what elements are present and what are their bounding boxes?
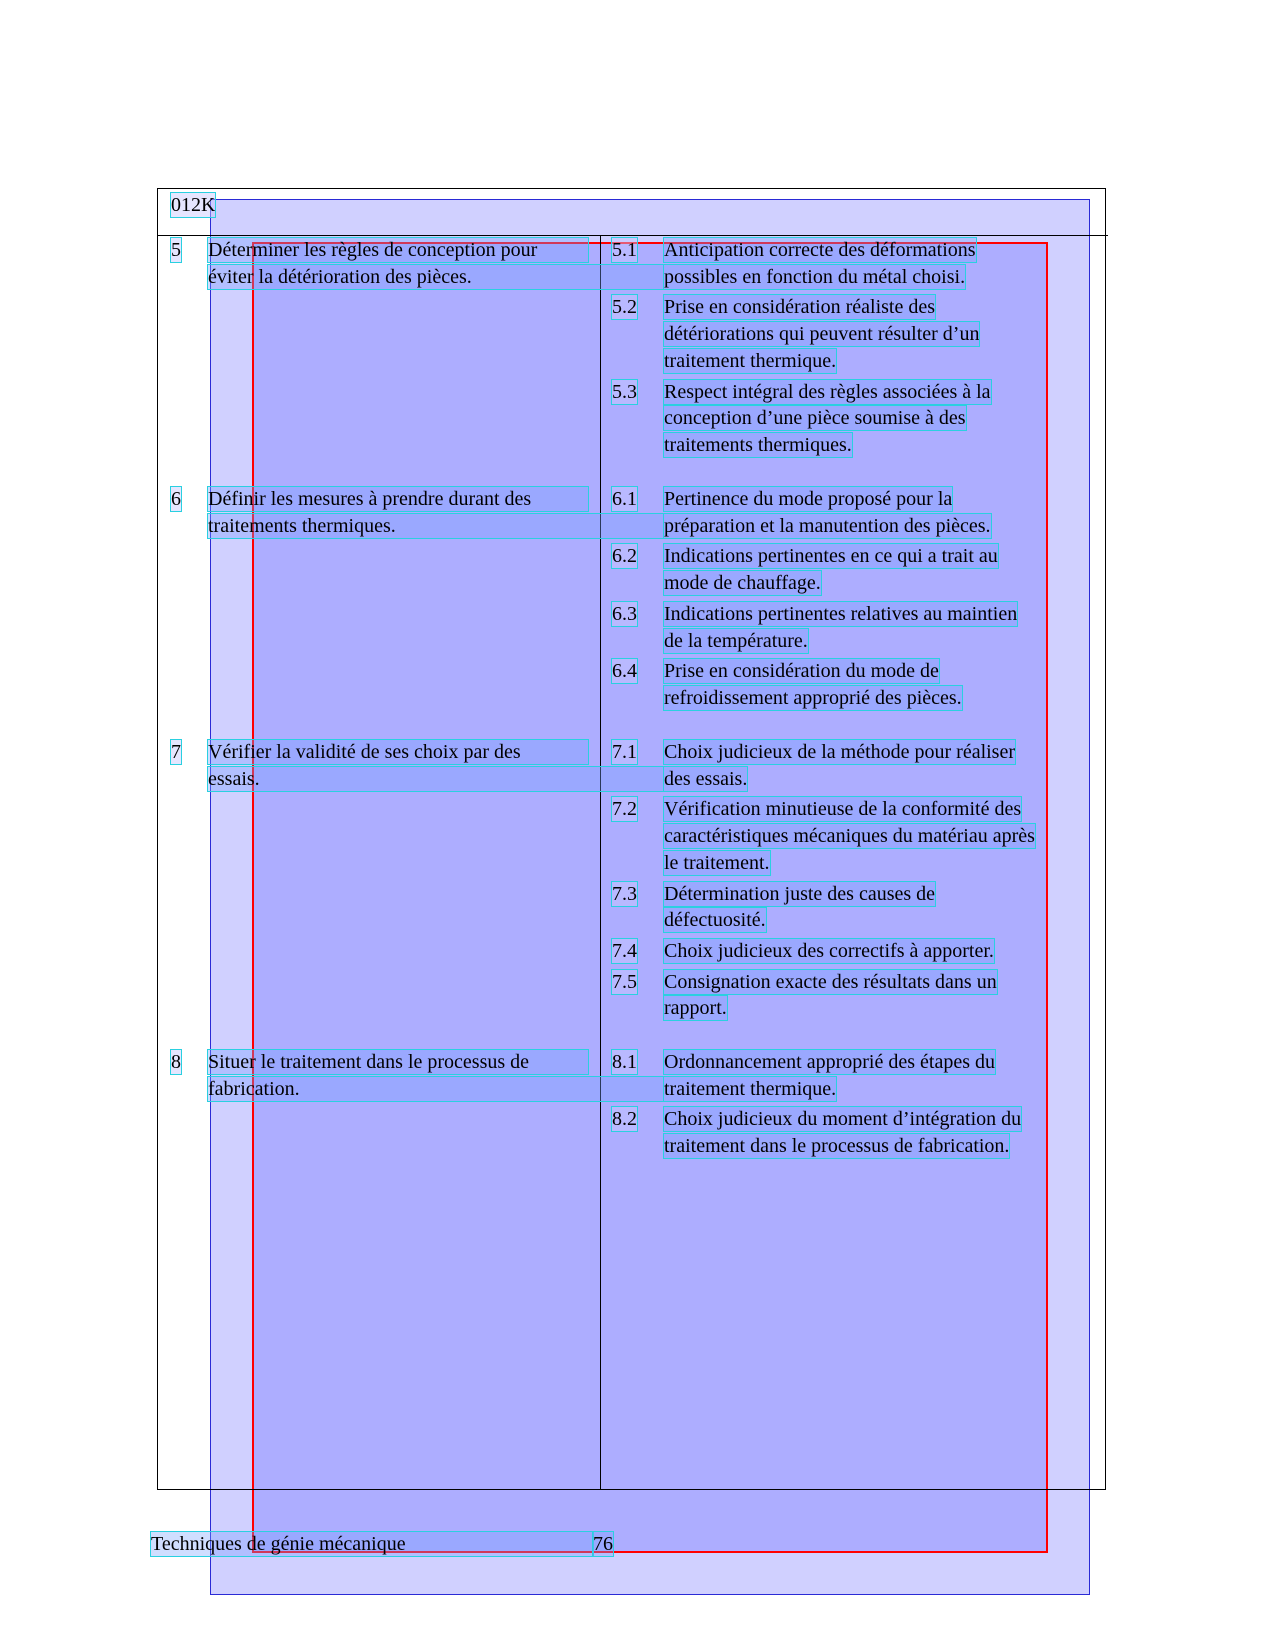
- criterion-id: 5.3: [612, 380, 637, 403]
- criterion-text-line: le traitement.: [664, 851, 770, 874]
- criterion-text-line: Choix judicieux du moment d’intégration du: [664, 1108, 1022, 1131]
- criterion-id: 6.4: [612, 660, 637, 683]
- criterion-text-line: Choix judicieux des correctifs à apporter.: [664, 939, 994, 962]
- element-number: 7: [171, 741, 181, 763]
- element-title-line: Vérifier la validité de ses choix par des: [208, 740, 588, 764]
- criterion-text-line: Détermination juste des causes de: [664, 882, 936, 905]
- criterion-text-line: traitement dans le processus de fabrication.: [664, 1135, 1010, 1158]
- criterion-id: 6.2: [612, 545, 637, 568]
- element-title-line: Définir les mesures à prendre durant des: [208, 487, 588, 511]
- criterion-id: 8.1: [612, 1051, 637, 1073]
- criterion-id: 7.4: [612, 939, 637, 962]
- criterion-text-line: conception d’une pièce soumise à des: [664, 407, 966, 430]
- criterion-id: 7.2: [612, 798, 637, 821]
- criterion-id: 6.3: [612, 602, 637, 625]
- criterion-text-line: détériorations qui peuvent résulter d’un: [664, 323, 980, 346]
- criterion-text-line: traitements thermiques.: [664, 433, 852, 456]
- page-number: 76: [593, 1533, 613, 1555]
- criterion-text-line: possibles en fonction du métal choisi.: [664, 265, 966, 288]
- criterion-id: 7.5: [612, 970, 637, 993]
- criterion-text-line: Pertinence du mode proposé pour la: [664, 488, 953, 510]
- header-divider: [157, 235, 1108, 236]
- criterion-text-line: Anticipation correcte des déformations: [664, 239, 976, 261]
- criterion-id: 5.1: [612, 239, 637, 261]
- criterion-text-line: Indications pertinentes en ce qui a trait au: [664, 545, 998, 568]
- criterion-id: 8.2: [612, 1108, 637, 1131]
- criterion-text-line: Ordonnancement approprié des étapes du: [664, 1051, 995, 1073]
- element-title-line: Déterminer les règles de conception pour: [208, 238, 588, 262]
- element-number: 6: [171, 488, 181, 510]
- document-code: 012K: [171, 194, 216, 216]
- criterion-id: 5.2: [612, 296, 637, 319]
- criterion-text-line: Prise en considération réaliste des: [664, 296, 936, 319]
- criterion-text-line: Consignation exacte des résultats dans un: [664, 970, 997, 993]
- criterion-text-line: mode de chauffage.: [664, 572, 821, 595]
- criterion-text-line: des essais.: [664, 767, 748, 790]
- criterion-text-line: Respect intégral des règles associées à la: [664, 380, 991, 403]
- element-title-line: fabrication.: [208, 1077, 663, 1101]
- criterion-text-line: rapport.: [664, 997, 727, 1020]
- criterion-text-line: défectuosité.: [664, 909, 766, 932]
- criterion-text-line: caractéristiques mécaniques du matériau après: [664, 825, 1035, 848]
- element-number: 5: [171, 239, 181, 261]
- criterion-text-line: refroidissement approprié des pièces.: [664, 686, 962, 709]
- criterion-text-line: traitement thermique.: [664, 1077, 837, 1100]
- column-divider: [600, 235, 601, 1490]
- criterion-text-line: préparation et la manutention des pièces.: [664, 514, 991, 537]
- criterion-text-line: traitement thermique.: [664, 349, 837, 372]
- element-number: 8: [171, 1051, 181, 1073]
- element-title-line: Situer le traitement dans le processus de: [208, 1050, 588, 1074]
- element-title-line: traitements thermiques.: [208, 514, 663, 538]
- criterion-id: 7.3: [612, 882, 637, 905]
- criterion-text-line: Indications pertinentes relatives au maintien: [664, 602, 1018, 625]
- criterion-id: 7.1: [612, 741, 637, 763]
- criterion-text-line: Vérification minutieuse de la conformité des: [664, 798, 1022, 821]
- criterion-text-line: Prise en considération du mode de: [664, 660, 939, 683]
- criterion-text-line: de la température.: [664, 629, 808, 652]
- criterion-text-line: Choix judicieux de la méthode pour réaliser: [664, 741, 1016, 763]
- element-title-line: essais.: [208, 767, 663, 791]
- element-title-line: éviter la détérioration des pièces.: [208, 265, 663, 289]
- criterion-id: 6.1: [612, 488, 637, 510]
- footer-title: Techniques de génie mécanique: [151, 1532, 593, 1556]
